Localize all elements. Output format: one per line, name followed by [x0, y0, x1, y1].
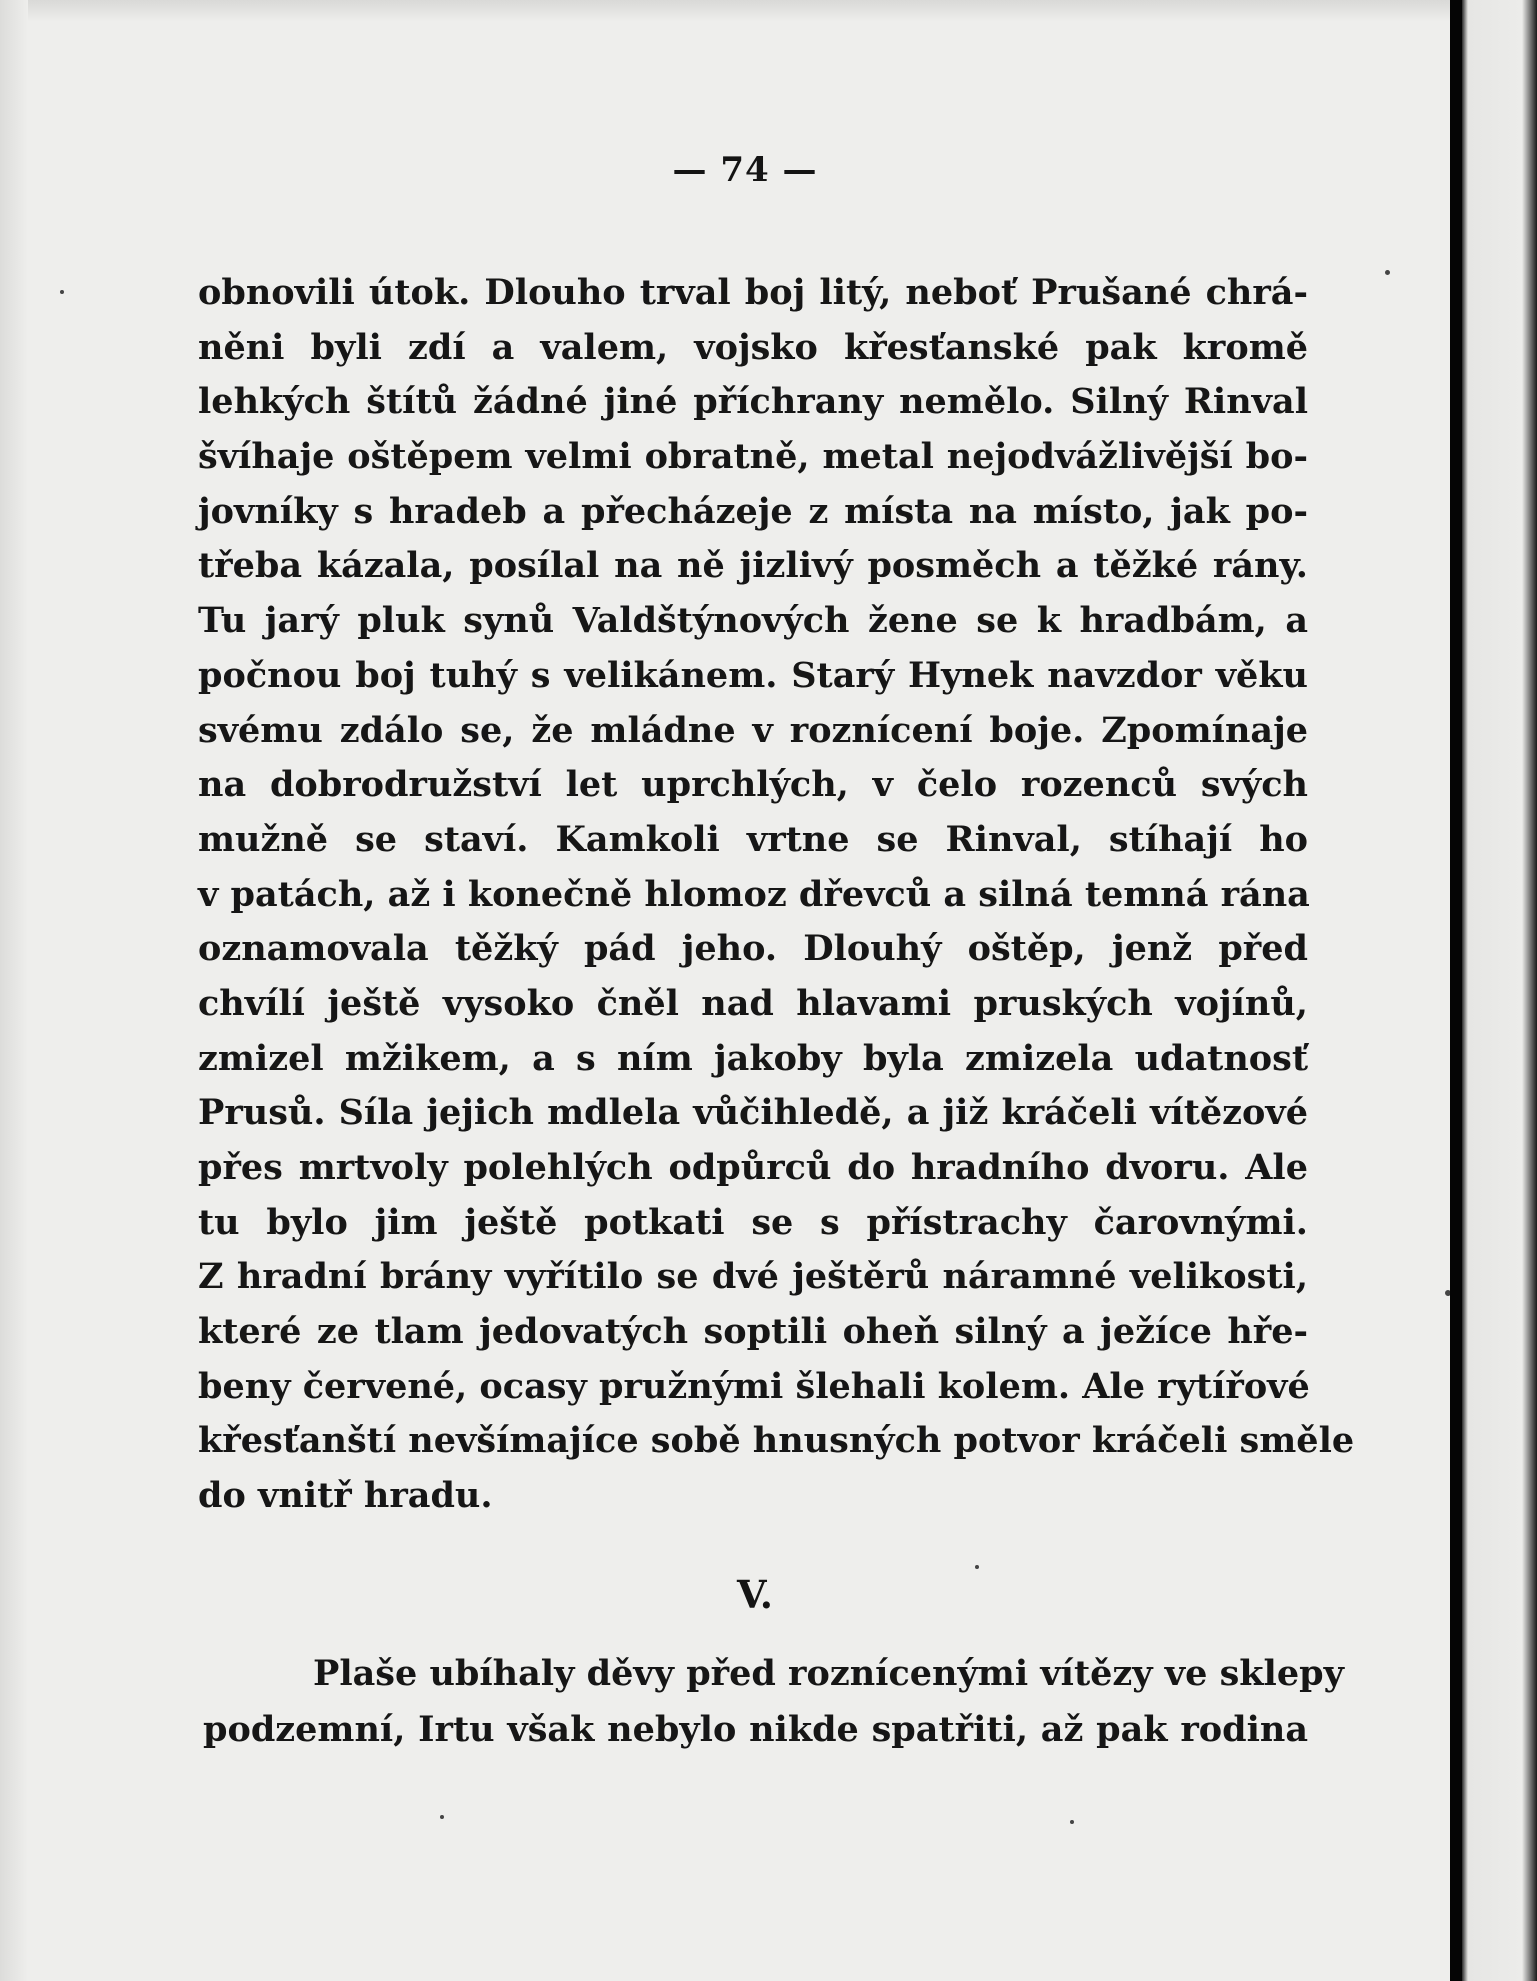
text-line: něni byli zdí a valem, vojsko křesťanské pak kromě — [198, 326, 1308, 368]
text-line: přes mrtvoly polehlých odpůrců do hradního dvoru. Ale — [198, 1147, 1308, 1188]
text-line: obnovili útok. Dlouho trval boj litý, neboť Prušané chrá- — [198, 272, 1308, 313]
text-line: Prusů. Síla jejich mdlela vůčihledě, a již kráčeli vítězové — [198, 1092, 1308, 1134]
text-line: tu bylo jim ještě potkati se s přístrachy čarovnými. — [198, 1201, 1308, 1243]
paper-speck — [440, 1815, 444, 1819]
text-line: oznamovala těžký pád jeho. Dlouhý oštěp, jenž před — [198, 928, 1308, 970]
text-line: v patách, až i konečně hlomoz dřevců a silná temná rána — [198, 873, 1310, 915]
text-line: Z hradní brány vyřítilo se dvé ještěrů náramné velikosti, — [198, 1256, 1308, 1298]
text-line: beny červené, ocasy pružnými šlehali kolem. Ale rytířové — [198, 1365, 1310, 1407]
paragraph-1 — [198, 266, 1355, 1524]
paragraph-2 — [203, 1646, 1344, 1758]
text-line: křesťanští nevšímajíce sobě hnusných potvor kráčeli směle — [198, 1420, 1355, 1462]
text-line: třeba kázala, posílal na ně jizlivý posměch a těžké rány. — [198, 545, 1308, 587]
text-line: svému zdálo se, že mládne v roznícení boje. Zpomínaje — [198, 709, 1308, 751]
paper-speck — [60, 290, 64, 294]
text-line: jovníky s hradeb a přecházeje z místa na místo, jak po- — [198, 490, 1308, 532]
paper-speck — [975, 1565, 979, 1569]
chapter-heading: V. — [736, 1572, 774, 1617]
text-line: lehkých štítů žádné jiné příchrany nemělo. Silný Rinval — [198, 381, 1308, 423]
text-line: Tu jarý pluk synů Valdštýnových žene se k hradbám, a — [198, 600, 1308, 642]
paper-speck — [1385, 270, 1390, 275]
text-line: podzemní, Irtu však nebylo nikde spatřiti, až pak rodina — [203, 1709, 1308, 1750]
text-line: zmizel mžikem, a s ním jakoby byla zmizela udatnosť — [198, 1037, 1308, 1079]
text-line: které ze tlam jedovatých soptili oheň silný a ježíce hře- — [198, 1311, 1308, 1353]
page-number: — 74 — — [672, 150, 818, 190]
text-line: Plaše ubíhaly děvy před roznícenými vítězy ve sklepy — [313, 1653, 1344, 1694]
adjacent-page-edge — [1462, 0, 1537, 1981]
text-line: počnou boj tuhý s velikánem. Starý Hynek navzdor věku — [198, 654, 1308, 696]
page-left-shadow — [0, 0, 28, 1981]
text-line: mužně se staví. Kamkoli vrtne se Rinval, stíhají ho — [198, 818, 1308, 860]
text-line: do vnitř hradu. — [198, 1475, 493, 1517]
text-line: na dobrodružství let uprchlých, v čelo rozenců svých — [198, 764, 1308, 806]
text-line: švíhaje oštěpem velmi obratně, metal nejodvážlivější bo- — [198, 436, 1308, 478]
paper-speck — [1070, 1820, 1074, 1824]
text-line: chvílí ještě vysoko čněl nad hlavami pruských vojínů, — [198, 982, 1308, 1024]
page-top-shadow — [0, 0, 1450, 22]
book-gutter — [1450, 0, 1462, 1981]
